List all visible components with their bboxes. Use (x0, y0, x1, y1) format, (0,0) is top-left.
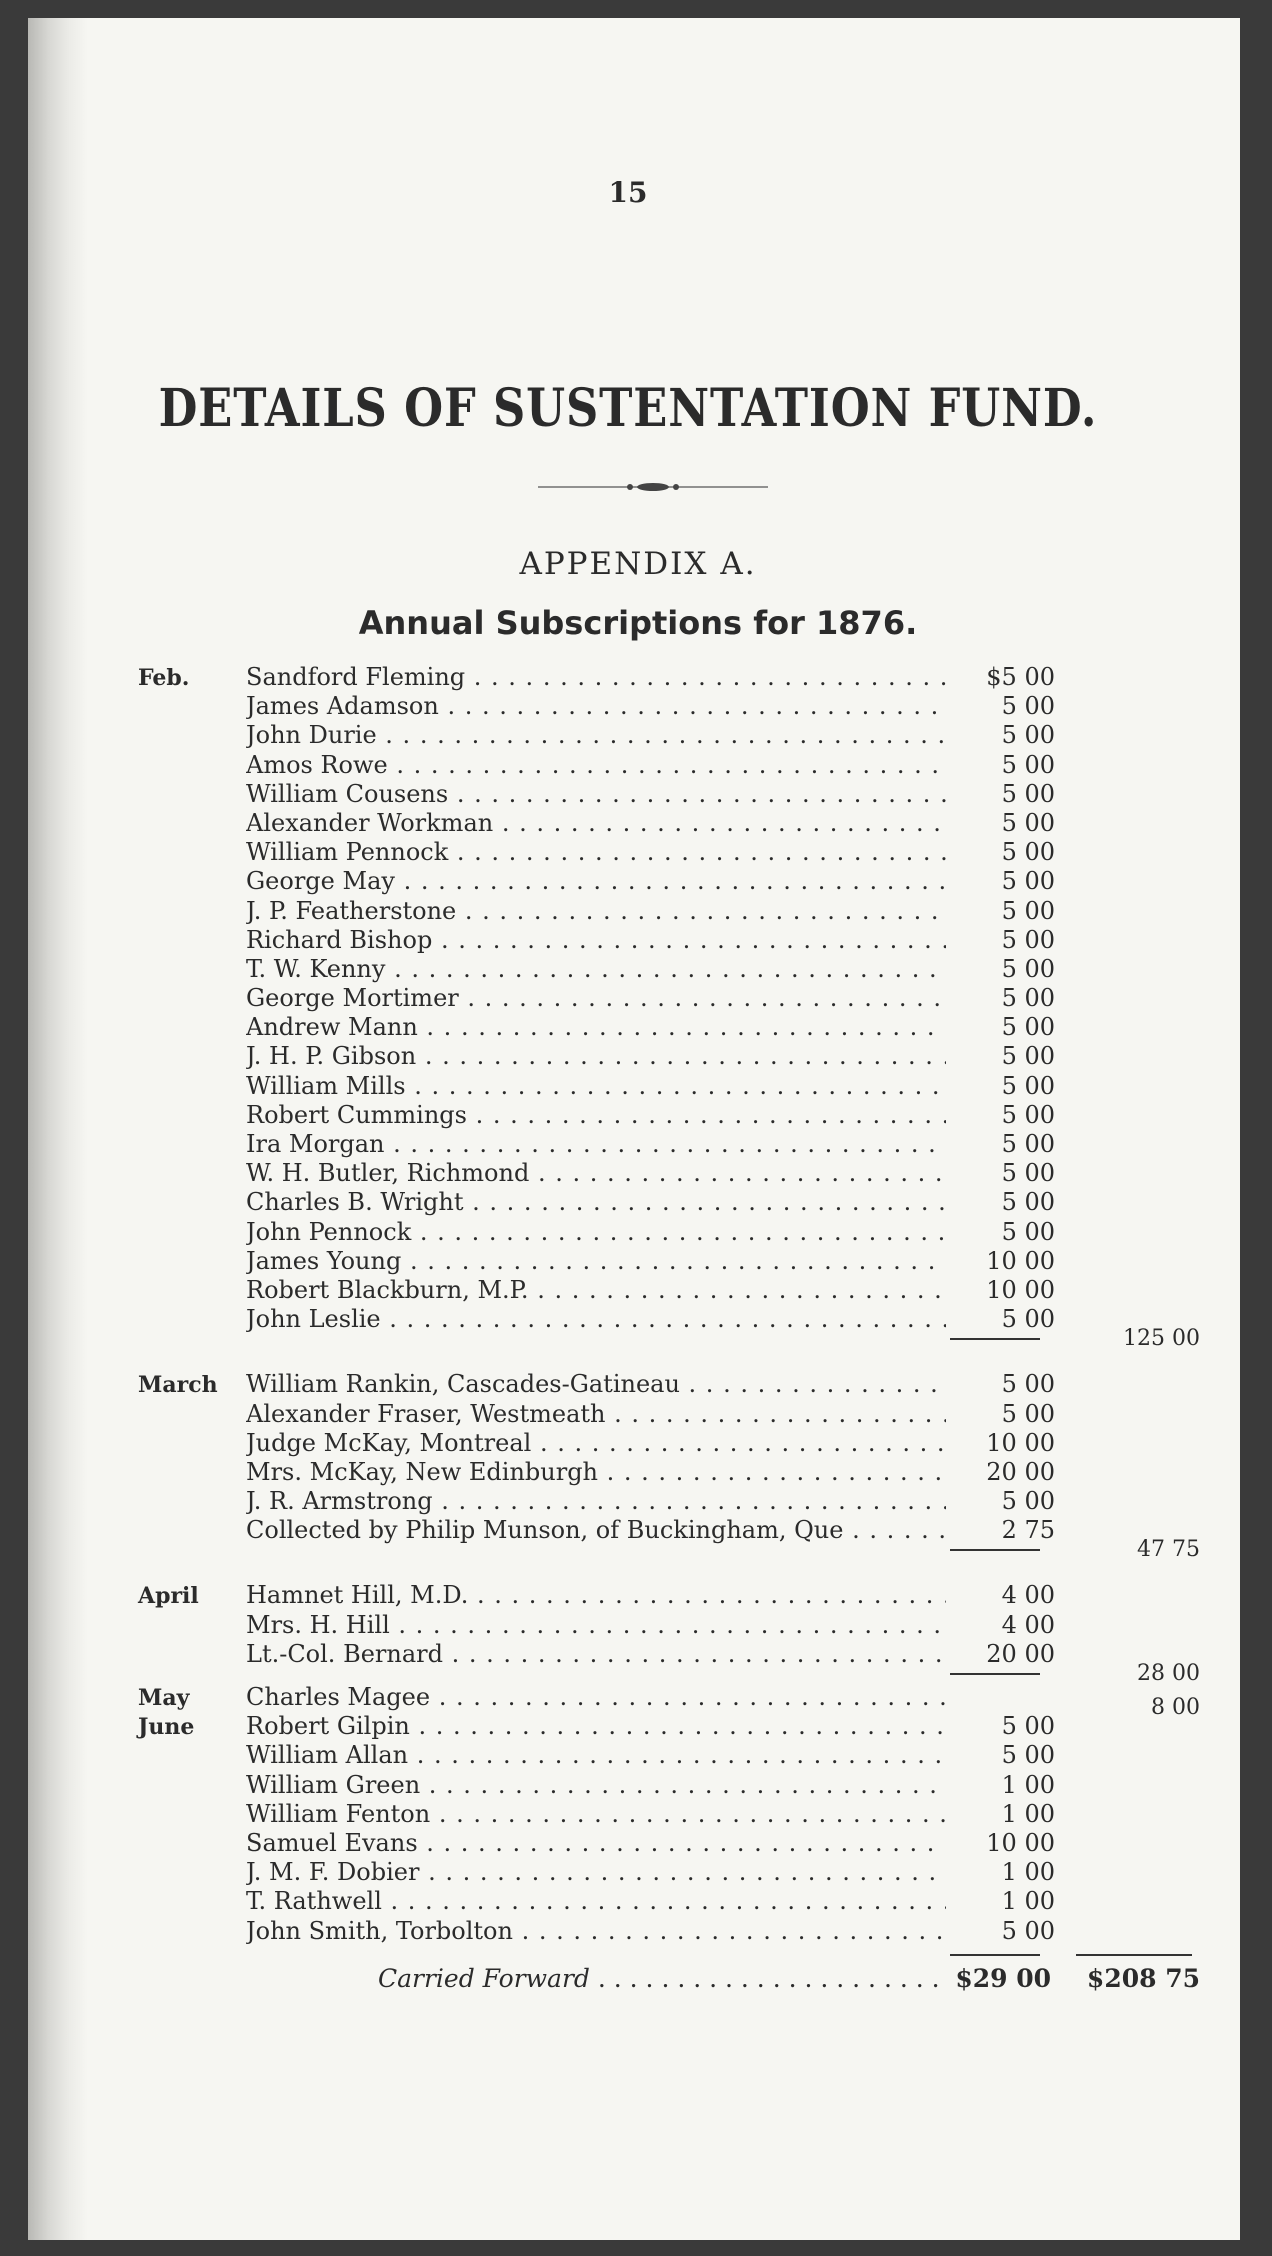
ledger-row (28, 1829, 1240, 1858)
carried-forward-amount: $29 00 (946, 1964, 1051, 1993)
subscriber-name: Sandford Fleming . . . (246, 663, 946, 691)
subscription-amount: 10 00 (946, 1276, 1055, 1304)
subscriber-name: George May . . . (246, 867, 946, 895)
ledger-row (28, 1712, 1240, 1741)
ledger-row (28, 692, 1240, 721)
ledger-row (28, 1487, 1240, 1516)
ledger-row (28, 1072, 1240, 1101)
column-rule (950, 1661, 1200, 1686)
subscriber-name: William Fenton . . . (246, 1800, 946, 1828)
ledger-row (28, 1771, 1240, 1800)
subscriber-name: J. R. Armstrong . . . (246, 1487, 946, 1515)
subscription-amount: 5 00 (946, 1712, 1055, 1740)
total-rule (1076, 1954, 1192, 1956)
subscription-amount: 5 00 (946, 780, 1055, 808)
ledger-row (28, 1400, 1240, 1429)
subscriber-name: James Young . . . (246, 1247, 946, 1275)
ledger-row (28, 1581, 1240, 1610)
subscription-amount: 5 00 (946, 1400, 1055, 1428)
group-gap (28, 1348, 1240, 1370)
month-label: June (138, 1714, 195, 1741)
subscription-ledger (28, 663, 1240, 2000)
subscription-amount: 4 00 (946, 1581, 1055, 1609)
column-rule (950, 1954, 1040, 1956)
ledger-row (28, 1013, 1240, 1042)
ledger-row (28, 1247, 1240, 1276)
subscription-amount: 10 00 (946, 1247, 1055, 1275)
subscription-amount: 5 00 (946, 897, 1055, 925)
subscription-amount: 1 00 (946, 1771, 1055, 1799)
subscription-amount: 5 00 (946, 1159, 1055, 1187)
subscription-amount: 10 00 (946, 1429, 1055, 1457)
section-subtitle: Annual Subscriptions for 1876. (358, 604, 918, 642)
month-label: April (138, 1583, 199, 1610)
ledger-row (28, 721, 1240, 750)
subscription-amount: 20 00 (946, 1458, 1055, 1486)
ledger-row (28, 1370, 1240, 1399)
subscription-amount: 5 00 (946, 1013, 1055, 1041)
ledger-row (28, 1683, 1240, 1720)
ledger-row (28, 663, 1240, 692)
subscriber-name: Amos Rowe . . . (246, 751, 946, 779)
subscription-amount: 5 00 (946, 1042, 1055, 1070)
ledger-row (28, 1887, 1240, 1916)
page-number: 15 (608, 176, 648, 209)
subscription-amount: 5 00 (946, 1917, 1055, 1945)
carried-forward-total: $208 75 (1086, 1963, 1200, 1993)
subscriber-name: William Rankin, Cascades-Gatineau . . . (246, 1370, 946, 1398)
month-subtotal: 28 00 (1137, 1661, 1200, 1686)
ornament-divider (538, 480, 768, 494)
subscriber-name: William Allan . . . (246, 1741, 946, 1769)
subscription-amount: $5 00 (946, 663, 1055, 691)
subscriber-name: John Smith, Torbolton . . . (246, 1917, 946, 1945)
ledger-row (28, 1429, 1240, 1458)
ledger-row (28, 1858, 1240, 1887)
subscription-amount: 5 00 (946, 1130, 1055, 1158)
subscriber-name: James Adamson . . . (246, 692, 946, 720)
subscriber-name: Charles Magee . . . (246, 1683, 946, 1711)
subscription-amount: 5 00 (946, 1072, 1055, 1100)
subscription-amount: 5 00 (946, 984, 1055, 1012)
subscription-amount: 5 00 (946, 1487, 1055, 1515)
subscription-amount: 5 00 (946, 1305, 1055, 1333)
ledger-row (28, 809, 1240, 838)
subscription-amount: 5 00 (946, 1370, 1055, 1398)
subscriber-name: W. H. Butler, Richmond . . . (246, 1159, 946, 1187)
subscription-amount: 5 00 (946, 838, 1055, 866)
ledger-row (28, 1516, 1240, 1545)
subscription-amount: 5 00 (946, 1218, 1055, 1246)
subscription-amount: 1 00 (946, 1800, 1055, 1828)
subscription-amount: 5 00 (946, 721, 1055, 749)
subscription-amount: 20 00 (946, 1640, 1055, 1668)
subscriber-name: T. W. Kenny . . . (246, 955, 946, 983)
subscriber-name: George Mortimer . . . (246, 984, 946, 1012)
subscriber-name: Judge McKay, Montreal . . . (246, 1429, 946, 1457)
subscriber-name: Alexander Fraser, Westmeath . . . (246, 1400, 946, 1428)
ledger-row (28, 1458, 1240, 1487)
month-label: May (138, 1685, 190, 1711)
ledger-row (28, 1042, 1240, 1071)
ledger-row (28, 1741, 1240, 1770)
subscriber-name: Mrs. McKay, New Edinburgh . . . (246, 1458, 946, 1486)
ledger-row (28, 838, 1240, 867)
subscriber-name: Ira Morgan . . . (246, 1130, 946, 1158)
ledger-row (28, 1917, 1240, 1946)
subscription-amount: 5 00 (946, 867, 1055, 895)
subscriber-name: William Cousens . . . (246, 780, 946, 808)
subscriber-name: Alexander Workman . . . (246, 809, 946, 837)
subscriber-name: Lt.-Col. Bernard . . . (246, 1640, 946, 1668)
subscriber-name: J. M. F. Dobier . . . (246, 1858, 946, 1886)
subscriber-name: Andrew Mann . . . (246, 1013, 946, 1041)
subscriber-name: William Pennock . . . (246, 838, 946, 866)
ledger-row (28, 1159, 1240, 1188)
month-label: March (138, 1372, 218, 1399)
ledger-row (28, 926, 1240, 955)
subscription-amount: 1 00 (946, 1858, 1055, 1886)
group-gap (28, 1559, 1240, 1581)
subscription-amount: 1 00 (946, 1887, 1055, 1915)
subscription-amount: 2 75 (946, 1516, 1055, 1544)
ledger-row (28, 1611, 1240, 1640)
subscription-amount: 5 00 (946, 1188, 1055, 1216)
document-page (28, 18, 1240, 2240)
ledger-row (28, 1218, 1240, 1247)
subscription-amount: 5 00 (946, 751, 1055, 779)
carried-forward-row (28, 1964, 1240, 2000)
subscription-amount: 10 00 (946, 1829, 1055, 1857)
subscriber-name: John Leslie . . . (246, 1305, 946, 1333)
ledger-row (28, 897, 1240, 926)
page-title: DETAILS OF SUSTENTATION FUND. (158, 378, 1098, 439)
subscriber-name: Mrs. H. Hill . . . (246, 1611, 946, 1639)
ledger-row (28, 1640, 1240, 1669)
subscriber-name: William Mills . . . (246, 1072, 946, 1100)
subscriber-name: J. P. Featherstone . . . (246, 897, 946, 925)
subscriber-name: J. H. P. Gibson . . . (246, 1042, 946, 1070)
ledger-row (28, 780, 1240, 809)
ledger-row (28, 1276, 1240, 1305)
month-subtotal: 125 00 (1123, 1326, 1200, 1352)
subscriber-name: William Green . . . (246, 1771, 946, 1799)
subscriber-name: Robert Blackburn, M.P. . . . (246, 1276, 946, 1304)
ledger-row (28, 1101, 1240, 1130)
subscriber-name: Richard Bishop . . . (246, 926, 946, 954)
ledger-row (28, 867, 1240, 896)
subscriber-name: Robert Cummings . . . (246, 1101, 946, 1129)
month-subtotal: 8 00 (1151, 1695, 1200, 1720)
subscription-amount: 5 00 (946, 926, 1055, 954)
month-label: Feb. (138, 665, 190, 691)
subscriber-name: T. Rathwell . . . (246, 1887, 946, 1915)
column-rule (950, 1326, 1200, 1352)
subscription-amount: 5 00 (946, 809, 1055, 837)
ledger-row (28, 751, 1240, 780)
subscriber-name: John Durie . . . (246, 721, 946, 749)
ledger-row (28, 1800, 1240, 1829)
ledger-row (28, 1305, 1240, 1334)
ledger-row (28, 984, 1240, 1013)
appendix-heading: APPENDIX A. (519, 546, 757, 582)
subscription-amount: 5 00 (946, 692, 1055, 720)
subscriber-name: Robert Gilpin . . . (246, 1712, 946, 1740)
carried-forward-label: Carried Forward . . . (378, 1964, 948, 1993)
subscriber-name: Hamnet Hill, M.D. . . . (246, 1581, 946, 1609)
subscriber-name: Collected by Philip Munson, of Buckingham, Que . . . (246, 1516, 946, 1544)
subscription-amount: 5 00 (946, 1101, 1055, 1129)
subscriber-name: Charles B. Wright . . . (246, 1188, 946, 1216)
subscription-amount: 5 00 (946, 955, 1055, 983)
ledger-row (28, 1188, 1240, 1217)
ledger-row (28, 1130, 1240, 1159)
month-subtotal: 47 75 (1137, 1537, 1200, 1563)
subscription-amount: 4 00 (946, 1611, 1055, 1639)
subscriber-name: John Pennock . . . (246, 1218, 946, 1246)
subscriber-name: Samuel Evans . . . (246, 1829, 946, 1857)
ledger-row (28, 955, 1240, 984)
subscription-amount: 5 00 (946, 1741, 1055, 1769)
column-rule (950, 1537, 1200, 1563)
